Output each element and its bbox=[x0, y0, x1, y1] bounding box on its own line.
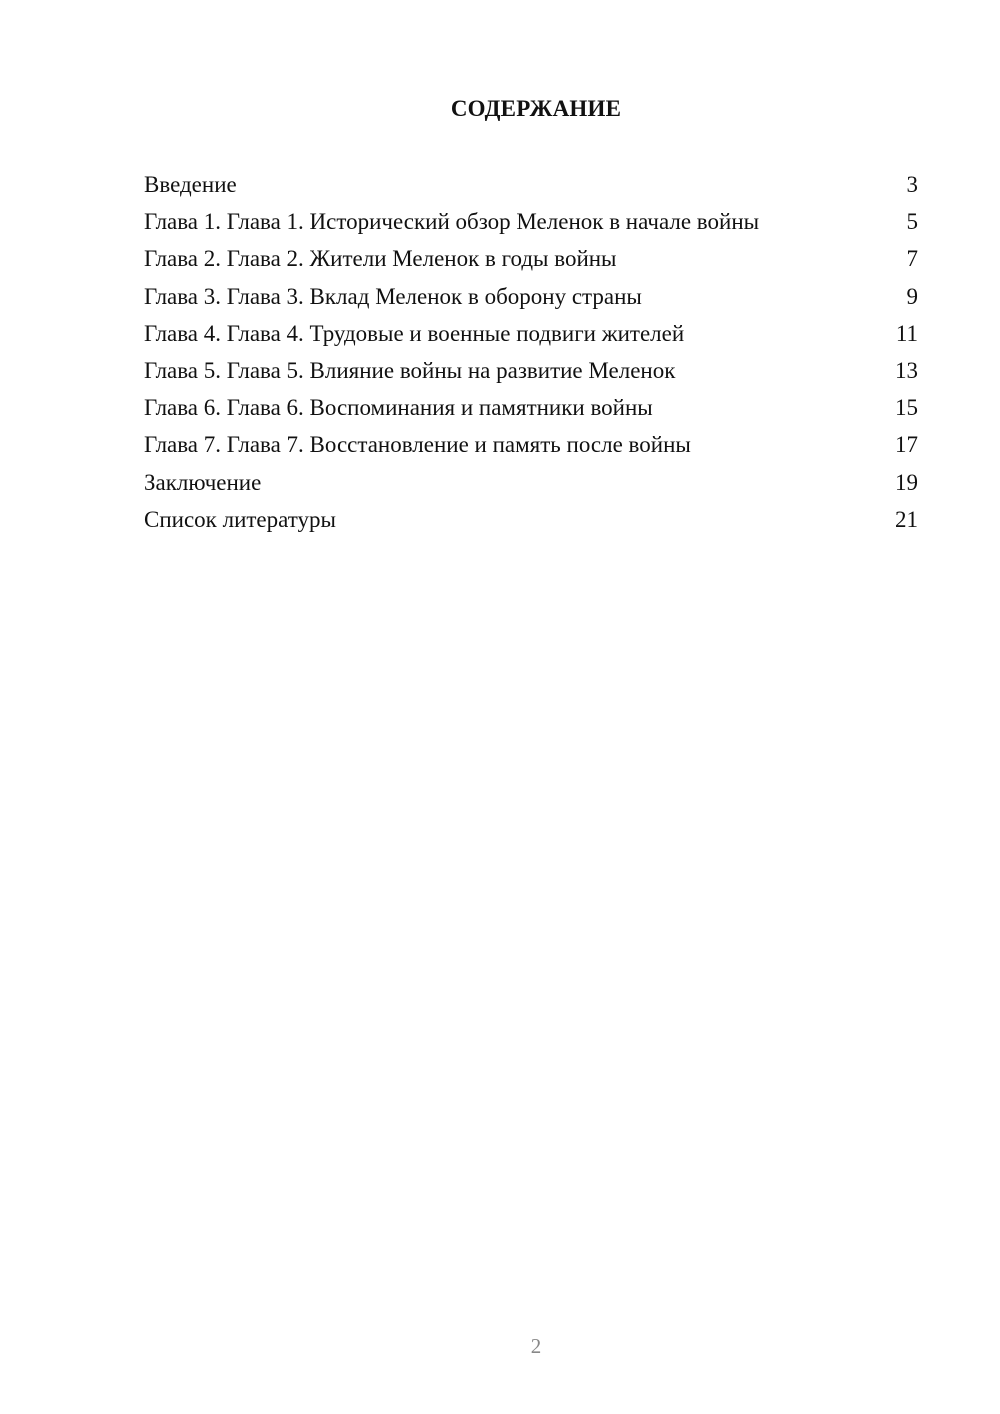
toc-entry-page: 15 bbox=[895, 395, 918, 421]
toc-entry-chapter-6 bbox=[144, 394, 918, 431]
toc-entry-page: 11 bbox=[895, 320, 918, 346]
toc-entry-title: Глава 7. Глава 7. Восстановление и память после войны bbox=[144, 432, 691, 458]
page-number: 2 bbox=[530, 1334, 542, 1358]
toc-entry-page: 3 bbox=[906, 172, 918, 197]
toc-entry-title: Глава 1. Глава 1. Исторический обзор Меленок в начале войны bbox=[144, 209, 760, 235]
toc-entry-page: 5 bbox=[906, 209, 918, 235]
toc-entry-title: Список литературы bbox=[144, 506, 336, 532]
toc-entry-title: Глава 5. Глава 5. Влияние войны на развитие Меленок bbox=[144, 357, 676, 383]
toc-entry-chapter-1 bbox=[144, 208, 918, 245]
toc-entry-chapter-5 bbox=[144, 357, 918, 394]
toc-entry-title: Глава 2. Глава 2. Жители Меленок в годы войны bbox=[144, 246, 617, 272]
table-of-contents bbox=[144, 171, 918, 543]
toc-entry-page: 19 bbox=[895, 469, 918, 495]
toc-entry-page: 7 bbox=[906, 246, 918, 272]
toc-entry-page: 13 bbox=[895, 357, 918, 383]
toc-entry-conclusion bbox=[144, 469, 918, 506]
toc-entry-page: 21 bbox=[895, 506, 918, 532]
toc-entry-bibliography bbox=[144, 506, 918, 543]
toc-entry-page: 17 bbox=[895, 432, 918, 458]
toc-entry-title: Глава 6. Глава 6. Воспоминания и памятники войны bbox=[144, 395, 653, 421]
toc-entry-title: Заключение bbox=[144, 469, 262, 495]
toc-entry-chapter-3 bbox=[144, 283, 918, 320]
toc-entry-chapter-4 bbox=[144, 320, 918, 357]
page-title: СОДЕРЖАНИЕ bbox=[450, 96, 622, 121]
toc-entry-chapter-7 bbox=[144, 431, 918, 468]
toc-entry-title: Глава 4. Глава 4. Трудовые и военные подвиги жителей bbox=[144, 320, 685, 346]
toc-entry-title: Глава 3. Глава 3. Вклад Меленок в оборону страны bbox=[144, 283, 642, 309]
toc-entry-chapter-2 bbox=[144, 245, 918, 282]
toc-entry-introduction bbox=[144, 171, 918, 208]
toc-entry-page: 9 bbox=[906, 283, 918, 309]
toc-entry-title: Введение bbox=[144, 172, 237, 197]
